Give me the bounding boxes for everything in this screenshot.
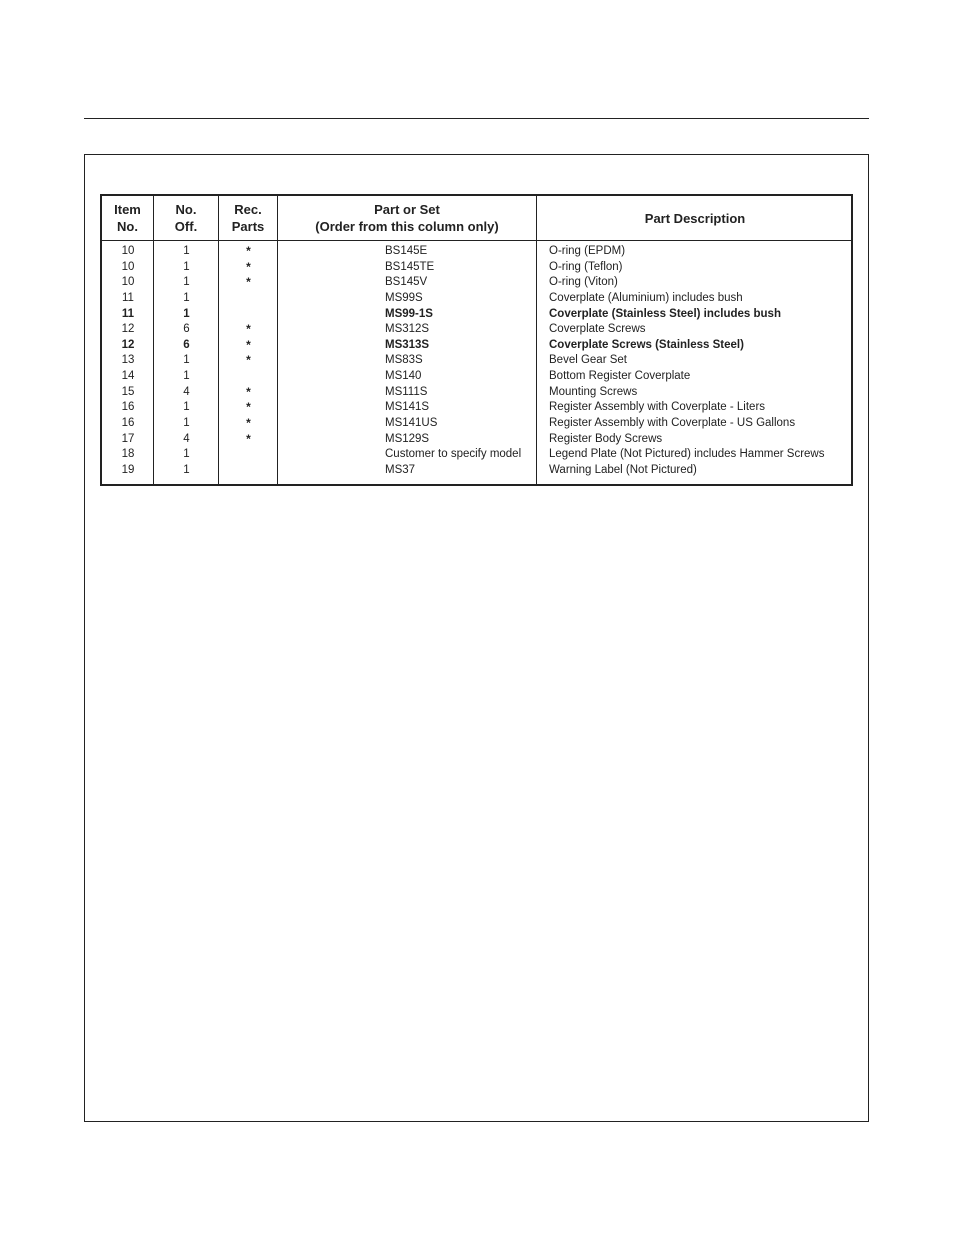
- part-number-cell: MS99-1S: [385, 307, 433, 320]
- no-off-cell: 1: [183, 276, 190, 289]
- item-no-cell: 16: [121, 401, 135, 414]
- no-off-cell: 1: [183, 448, 190, 461]
- part-number-cell: MS83S: [385, 354, 423, 367]
- part-description-cell: Mounting Screws: [549, 385, 638, 398]
- table-row: [102, 353, 851, 369]
- item-no-cell: 10: [121, 245, 135, 257]
- header-rec-parts: Rec. Parts: [231, 202, 265, 234]
- item-no-cell: 15: [121, 385, 135, 398]
- table-row: [102, 338, 851, 354]
- part-description-cell: Register Assembly with Coverplate - Liters: [549, 401, 766, 414]
- part-number-cell: MS111S: [385, 385, 428, 398]
- rec-parts-cell: *: [246, 259, 251, 274]
- no-off-cell: 1: [183, 291, 190, 304]
- rec-parts-cell: *: [246, 353, 251, 368]
- table-row: [102, 244, 851, 260]
- header-part-or-set: Part or Set (Order from this column only): [315, 202, 499, 234]
- table-row: [102, 432, 851, 448]
- rec-parts-cell: *: [246, 244, 251, 258]
- table-row: [102, 291, 851, 307]
- item-no-cell: 14: [121, 370, 135, 383]
- part-number-cell: MS37: [385, 463, 416, 476]
- table-row: [102, 416, 851, 432]
- no-off-cell: 1: [183, 260, 190, 273]
- part-description-cell: O-ring (EPDM): [549, 245, 626, 257]
- part-number-cell: BS145V: [385, 276, 428, 289]
- no-off-cell: 1: [183, 370, 190, 383]
- part-number-cell: MS312S: [385, 323, 430, 336]
- no-off-cell: 1: [183, 463, 190, 476]
- table-row: [102, 307, 851, 323]
- item-no-cell: 10: [121, 260, 135, 273]
- rec-parts-cell: *: [246, 416, 251, 431]
- rec-parts-cell: *: [246, 322, 251, 337]
- table-row: [102, 260, 851, 276]
- no-off-cell: 6: [183, 338, 190, 351]
- table-row: [102, 385, 851, 401]
- part-number-cell: MS313S: [385, 338, 430, 351]
- item-no-cell: 11: [122, 291, 134, 304]
- no-off-cell: 1: [183, 307, 190, 320]
- header-divider: [102, 240, 851, 241]
- part-description-cell: Bevel Gear Set: [549, 354, 627, 367]
- part-description-cell: Legend Plate (Not Pictured) includes Hammer Screws: [549, 448, 825, 461]
- parts-table: [100, 194, 853, 486]
- item-no-cell: 10: [121, 276, 135, 289]
- header-part-description: Part Description: [644, 210, 746, 226]
- part-description-cell: Coverplate (Aluminium) includes bush: [549, 291, 743, 304]
- no-off-cell: 6: [183, 323, 190, 336]
- table-row: [102, 275, 851, 291]
- part-number-cell: MS99S: [385, 291, 423, 304]
- no-off-cell: 1: [183, 417, 190, 430]
- part-description-cell: Warning Label (Not Pictured): [549, 463, 697, 476]
- part-number-cell: BS145TE: [385, 260, 435, 273]
- rec-parts-cell: *: [246, 384, 251, 399]
- part-description-cell: Register Body Screws: [549, 432, 663, 445]
- item-no-cell: 11: [121, 307, 135, 320]
- table-row: [102, 447, 851, 463]
- part-description-cell: O-ring (Teflon): [549, 260, 623, 273]
- no-off-cell: 1: [183, 354, 190, 367]
- part-number-cell: BS145E: [385, 245, 428, 257]
- rec-parts-cell: *: [246, 337, 251, 352]
- table-row: [102, 463, 851, 479]
- no-off-cell: 1: [183, 245, 190, 257]
- no-off-cell: 1: [183, 401, 190, 414]
- rec-parts-cell: *: [246, 400, 251, 415]
- part-number-cell: MS129S: [385, 432, 430, 445]
- part-number-cell: Customer to specify model: [385, 448, 522, 461]
- item-no-cell: 19: [121, 463, 135, 476]
- part-description-cell: O-ring (Viton): [549, 276, 618, 289]
- no-off-cell: 4: [183, 432, 190, 445]
- part-number-cell: MS141S: [385, 401, 430, 414]
- table-row: [102, 322, 851, 338]
- item-no-cell: 18: [121, 448, 135, 461]
- no-off-cell: 4: [183, 385, 190, 398]
- item-no-cell: 12: [121, 338, 135, 351]
- rec-parts-cell: *: [246, 275, 251, 290]
- part-number-cell: MS140: [385, 370, 422, 383]
- header-rule: [84, 118, 869, 119]
- table-row: [102, 369, 851, 385]
- header-no-off: No. Off.: [174, 202, 198, 234]
- part-description-cell: Bottom Register Coverplate: [549, 370, 691, 383]
- item-no-cell: 12: [121, 323, 135, 336]
- item-no-cell: 17: [121, 432, 135, 445]
- item-no-cell: 13: [121, 354, 135, 367]
- table-row: [102, 400, 851, 416]
- part-description-cell: Register Assembly with Coverplate - US Gallons: [549, 417, 796, 430]
- table-body: [102, 244, 851, 479]
- header-item-no: Item No.: [114, 202, 141, 234]
- part-description-cell: Coverplate Screws (Stainless Steel): [549, 338, 744, 351]
- part-description-cell: Coverplate Screws: [549, 323, 646, 336]
- part-description-cell: Coverplate (Stainless Steel) includes bush: [549, 307, 781, 320]
- item-no-cell: 16: [121, 417, 135, 430]
- rec-parts-cell: *: [246, 431, 251, 446]
- part-number-cell: MS141US: [385, 417, 438, 430]
